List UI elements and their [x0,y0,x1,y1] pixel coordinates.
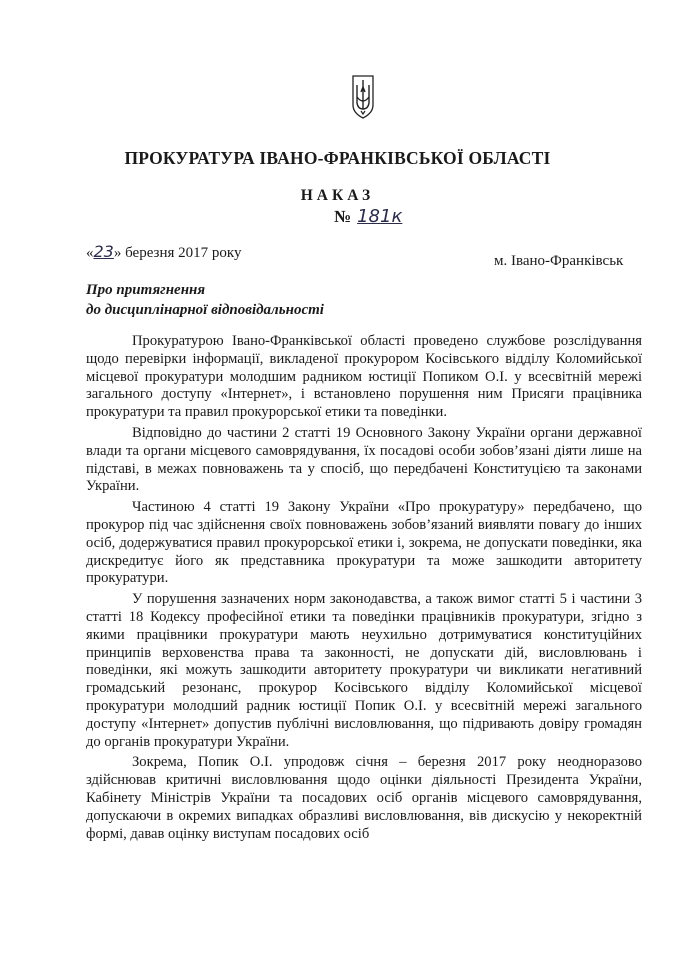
date-open-quote: « [86,245,94,261]
body-paragraph: У порушення зазначених норм законодавства, а також вимог статті 5 і частини 3 статті 18 Кодексу професійної етики та поведінки працівників прокуратури, згідно з якими працівники прокуратури мають неухильно дотримуватися конституційних принципів верховенства права та законності, не допускати дій, висловлювань і поведінки, які можуть зашкодити авторитету прокуратури чи викликати негативний громадський резонанс, прокурор Косівського відділу Коломийської місцевої прокуратури молодший радник юстиції Попик О.І. у всесвітній мережі загального доступу «Інтернет» допустив публічні висловлювання, що підривають довіру громадян до органів прокуратури України. [86,591,642,750]
order-number [334,206,402,227]
body-paragraph: Прокуратурою Івано-Франківської області проведено службове розслідування щодо перевірки інформації, викладеної прокурором Косівського відділу Коломийської місцевої прокуратури молодшим радником юстиції Попиком О.І. у всесвітній мережі загального доступу «Інтернет», і встановлено порушення ним Присяги працівника прокуратури та правил прокурорської етики та поведінки. [86,333,642,421]
city-name: м. Івано-Франківськ [494,253,624,269]
body-paragraph: Зокрема, Попик О.І. упродовж січня – березня 2017 року неодноразово здійснював критичні висловлювання щодо оцінки діяльності Президента України, Кабінету Міністрів України та посадових осіб органів місцевого самоврядування, допускаючи в окремих випадках образливі висловлювання, вів дискусію у некоректній формі, давав оцінку виступам посадових осіб [86,754,642,842]
organization-title: ПРОКУРАТУРА ІВАНО-ФРАНКІВСЬКОЇ ОБЛАСТІ [124,148,551,168]
order-date [86,242,241,262]
subject-line-1: Про притягнення [86,282,206,298]
document-body [86,333,642,846]
date-day: 23 [93,242,114,261]
subject-line-2: до дисциплінарної відповідальності [86,302,324,318]
body-paragraph: Частиною 4 статті 19 Закону України «Про прокуратуру» передбачено, що прокурор під час здійснення своїх повноважень зобов’язаний виявляти повагу до інших осіб, додержуватися правил прокурорської етики і, зокрема, не допускати поведінки, яка дискредитує його як представника прокуратури та може зашкодити авторитету прокуратури. [86,499,642,587]
subject-heading [86,280,324,320]
trident-coat-of-arms-icon [351,75,375,119]
document-type-title: НАКАЗ [300,187,375,204]
order-number-prefix: № [334,207,352,226]
order-number-value: 181к [357,206,403,227]
date-rest: » березня 2017 року [113,245,242,261]
body-paragraph: Відповідно до частини 2 статті 19 Основного Закону України органи державної влади та органи місцевого самоврядування, їх посадові особи зобов’язані діяти лише на підставі, в межах повноважень та у спосіб, що передбачені Конституцією та законами України. [86,424,642,495]
